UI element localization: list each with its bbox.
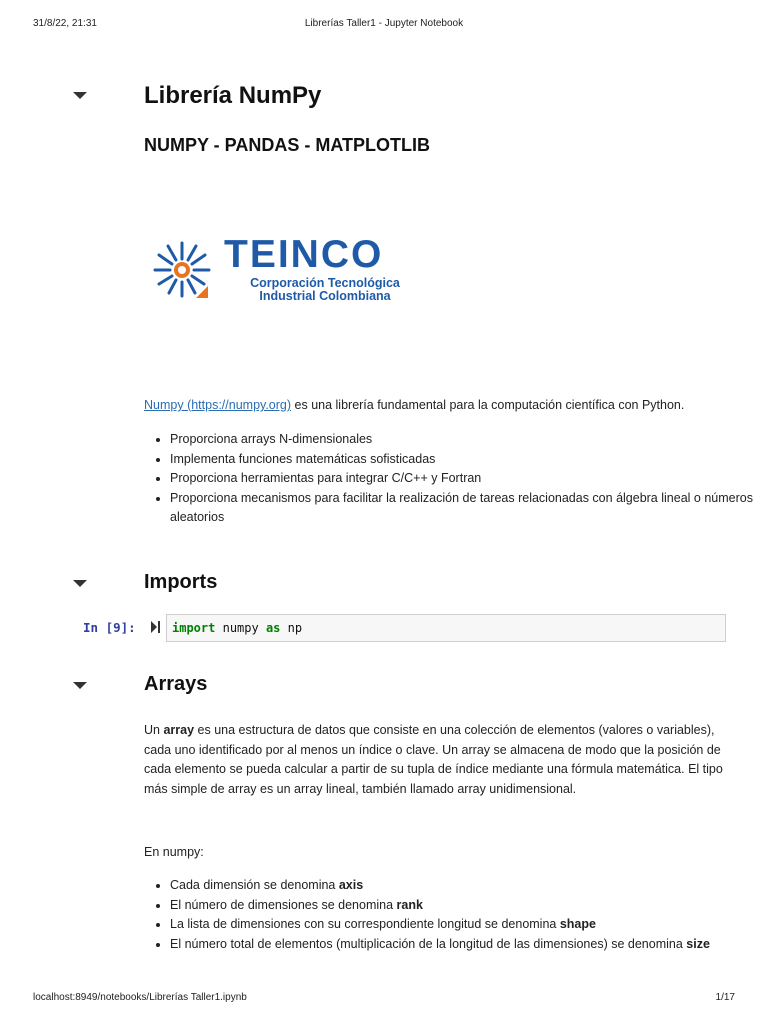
list-item: • Proporciona mecanismos para facilitar la realización de tareas relacionadas con álgebra lineal o números aleatorios [170,489,755,528]
print-title: Librerías Taller1 - Jupyter Notebook [304,18,464,29]
list-item [170,896,755,916]
page-title: Librería NumPy [144,82,322,109]
imports-heading: Imports [144,571,218,593]
print-url: localhost:8949/notebooks/Librerías Taller1.ipynb [33,992,247,1003]
teinco-logo [152,205,430,365]
list-item [170,935,755,955]
logo-line-2: Industrial Colombiana [259,289,391,303]
subtitle: NUMPY - PANDAS - MATPLOTLIB [144,135,430,155]
collapse-caret-icon[interactable] [73,92,87,99]
bullet-term: size [686,936,710,951]
run-cell-icon[interactable] [151,621,161,633]
page-number: 1/17 [715,992,735,1003]
logo-subtitle [225,277,425,303]
bullet-term: axis [338,878,364,892]
arrays-bullet-list [144,876,755,954]
print-date: 31/8/22, 21:31 [33,18,97,29]
intro-bullet-list [144,430,755,528]
bullet-term: shape [559,917,596,931]
bullet-term: rank [396,897,423,912]
sunburst-logo-icon [152,238,212,302]
list-item: • Proporciona arrays N-dimensionales [170,430,755,450]
list-item: • Implementa funciones matemáticas sofisticadas [170,450,755,470]
intro-paragraph [144,396,729,416]
code-keyword-as: as [265,621,281,635]
logo-brand: TEINCO [224,233,384,276]
code-cell-input[interactable] [166,614,726,642]
arrays-text-post: es una estructura de datos que consiste en una colección de elementos (valores o variables), cada uno identificado por al menos un índice o clave. Un array se almacena de modo que la posición de cada elemento se pueda calcular a partir de su tupla de índice mediante una fórmula matemática. El tipo más simple de array es un array lineal, también llamado array unidimensional. [144,723,723,796]
logo-line-1: Corporación Tecnológica [250,276,400,290]
bullet-text: La lista de dimensiones con su correspondiente longitud se denomina [170,917,560,931]
code-module: numpy [222,621,259,635]
code-alias: np [287,621,303,635]
code-keyword-import: import [172,621,216,635]
arrays-text-pre: Un [144,723,164,737]
numpy-link[interactable]: Numpy (https://numpy.org) [144,398,292,412]
arrays-heading: Arrays [144,673,208,695]
bullet-text: El número de dimensiones se denomina [170,897,397,912]
intro-text: es una librería fundamental para la computación científica con Python. [291,398,685,412]
list-item: • Proporciona herramientas para integrar C/C++ y Fortran [170,469,755,489]
numpy-intro-line: En numpy: [144,845,204,859]
cell-prompt: In [9]: [83,620,136,635]
collapse-caret-icon[interactable] [73,580,87,587]
list-item [170,915,755,935]
arrays-bold-term: array [163,723,195,737]
collapse-caret-icon[interactable] [73,682,87,689]
bullet-text: Cada dimensión se denomina [170,878,339,892]
print-footer [0,992,768,1006]
print-header [0,18,768,32]
list-item [170,876,755,896]
bullet-text: El número total de elementos (multiplicación de la longitud de las dimensiones) se denomina [170,936,687,951]
arrays-paragraph [144,721,729,799]
